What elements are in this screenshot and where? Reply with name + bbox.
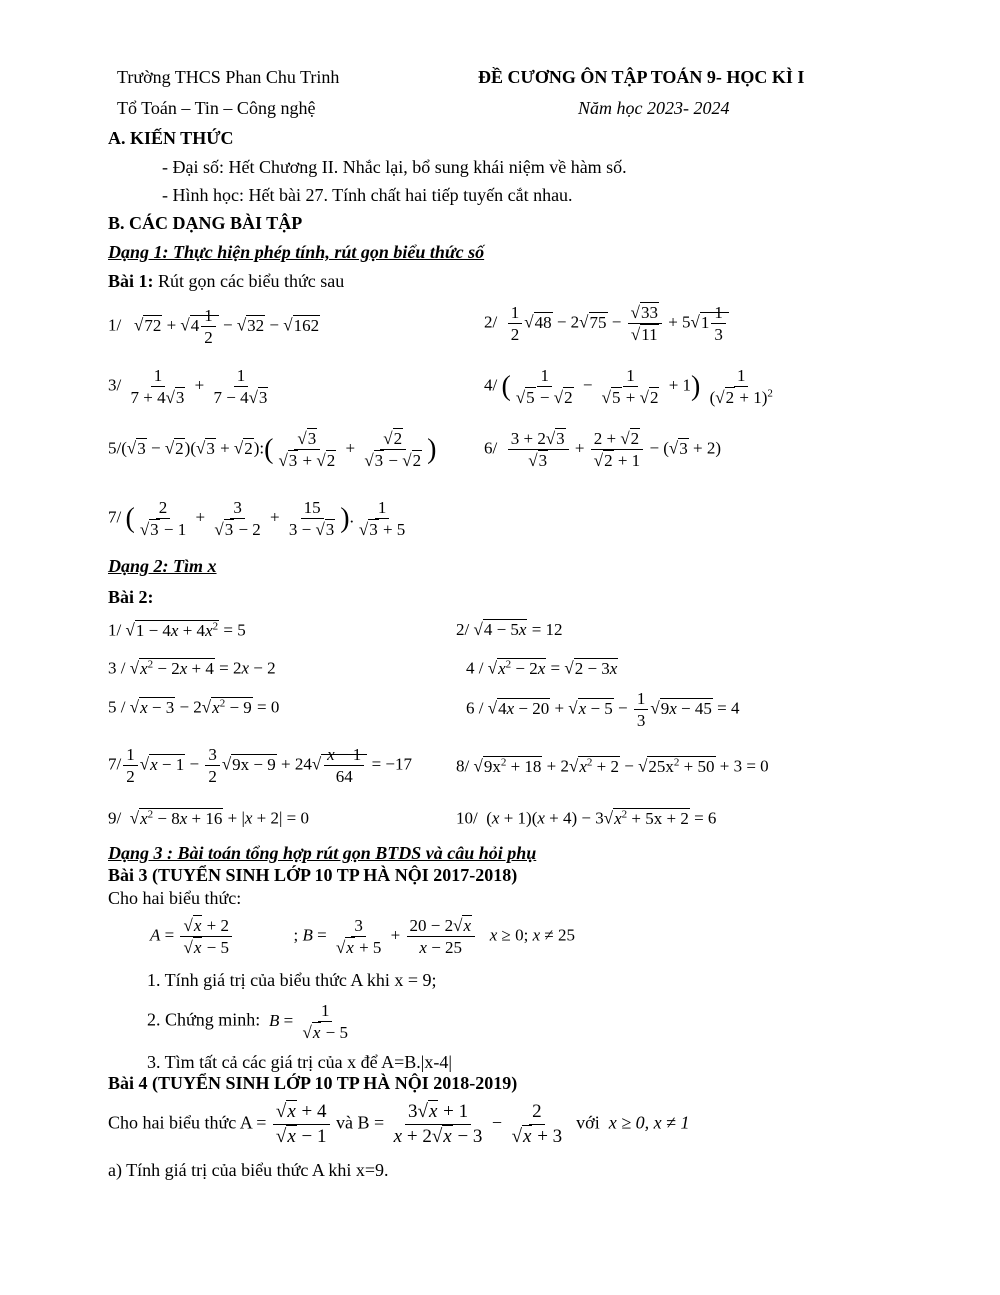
bai2-eq-6: 6 / √4x − 20 + √x − 5 − $\frac{1}{3}$ √9x − 45 = 4 xyxy=(466,689,740,731)
section-b-heading: B. CÁC DẠNG BÀI TẬP xyxy=(108,213,303,233)
bai2-eq-9: 9/ $√x^2 - 8x + 16 + |x + 2| = 0$ xyxy=(108,808,309,828)
section-a-geometry: - Hình học: Hết bài 27. Tính chất hai tiếp tuyến cắt nhau. xyxy=(162,185,573,205)
bai1-expr-1: 1/ √72 + √4 $\frac{1}{2}$ − √32 − √162 xyxy=(108,306,320,348)
bai4-question-a: a) Tính giá trị của biểu thức A khi x=9. xyxy=(108,1160,389,1180)
bai2-eq-10: 10/ $(x + 1)(x + 4) - 3√x^2 + 5x + 2 = 6$ xyxy=(456,808,717,828)
bai2-eq-3: $3 / √x^2 - 2x + 4 = 2x - 2$ xyxy=(108,658,276,678)
bai4-expressions: Cho hai biểu thức A = $\frac{√x + 4}{√x - 1}$ và B = $\frac{3√x + 1}{x + 2√x - 3}$ − $\frac{2}{√x + 3}$ với x ≥ 0, x ≠ 1 xyxy=(108,1101,690,1147)
bai1-expr-4: 4/ ( $\frac{1}{√5 - √2}$ − $\frac{1}{√5 + √2}$ + 1) $\frac{1}{(√2 + 1)^2}$ xyxy=(484,366,773,408)
bai2-eq-7: 7/ $\frac{1}{2}$ √x − 1 − $\frac{3}{2}$ √9x − 9 + 24√ $\frac{x - 1}{64}$ = −17 xyxy=(108,745,412,787)
bai1-expr-6: 6/ $\frac{3 + 2√3}{√3}$ + $\frac{2 + √2}{√2 + 1}$ − (√3 + 2) xyxy=(484,429,722,471)
bai1-expr-7: 7/ ( $\frac{2}{√3 - 1}$ + $\frac{3}{√3 - 2}$ + $\frac{15}{3 - √3}$ ). $\frac{1}{√3 + 5}$ xyxy=(108,498,406,540)
bai4-heading: Bài 4 (TUYỂN SINH LỚP 10 TP HÀ NỘI 2018-2019) xyxy=(108,1073,518,1093)
bai2-eq-1: 1/ $√1 - 4x + 4x^2 = 5$ xyxy=(108,620,246,640)
bai1-expr-5: 5/(√3 − √2)(√3 + √2):( $\frac{√3}{√3 + √2}$ + $\frac{√2}{√3 - √2}$ ) xyxy=(108,429,437,471)
bai3-question-2: 2. Chứng minh: B = $\frac{1}{√x - 5}$ xyxy=(147,1001,348,1043)
bai3-question-3: 3. Tìm tất cả các giá trị của x để A=B.|x-4| xyxy=(147,1052,452,1072)
school-year: Năm học 2023- 2024 xyxy=(578,98,730,118)
bai3-heading: Bài 3 (TUYỂN SINH LỚP 10 TP HÀ NỘI 2017-2018) xyxy=(108,865,518,885)
document-title: ĐỀ CƯƠNG ÔN TẬP TOÁN 9- HỌC KÌ I xyxy=(478,67,805,87)
bai2-eq-4: $4 / √x^2 - 2x = √2 - 3x$ xyxy=(466,658,618,678)
bai2-eq-5: $5 / √x - 3 - 2√x^2 - 9 = 0$ xyxy=(108,697,280,717)
bai3-question-1: 1. Tính giá trị của biểu thức A khi x = 9; xyxy=(147,970,437,990)
bai2-eq-8: 8/ $√9x^2 + 18 + 2√x^2 + 2 - √25x^2 + 50 + 3 = 0$ xyxy=(456,756,769,776)
dang3-heading: Dạng 3 : Bài toán tổng hợp rút gọn BTDS và câu hỏi phụ xyxy=(108,843,537,863)
bai3-expressions: A = $\frac{√x + 2}{√x - 5}$ ; B = $\frac{3}{√x + 5}$ + $\frac{20 - 2√x}{x - 25}$ x ≥ 0; x ≠ 25 xyxy=(150,916,575,958)
bai2-heading: Bài 2: xyxy=(108,587,154,607)
dang2-heading: Dạng 2: Tìm x xyxy=(108,556,217,576)
section-a-heading: A. KIẾN THỨC xyxy=(108,128,234,148)
dang1-heading: Dạng 1: Thực hiện phép tính, rút gọn biểu thức số xyxy=(108,242,485,262)
school-name: Trường THCS Phan Chu Trinh xyxy=(117,67,340,87)
bai1-expr-3: 3/ $\frac{1}{7 + 4√3}$ + $\frac{1}{7 - 4√3}$ xyxy=(108,366,268,408)
section-a-algebra: - Đại số: Hết Chương II. Nhắc lại, bổ sung khái niệm về hàm số. xyxy=(162,157,627,177)
department: Tổ Toán – Tin – Công nghệ xyxy=(117,98,316,118)
bai1-heading: Bài 1: Rút gọn các biểu thức sau xyxy=(108,271,345,291)
bai2-eq-2: 2/ √4 − 5x = 12 xyxy=(456,620,563,639)
bai1-expr-2: 2/ $\frac{1}{2}$ √48 − 2√75 − $\frac{√33}{√11}$ + 5√1 $\frac{1}{3}$ xyxy=(484,302,729,346)
bai3-intro: Cho hai biểu thức: xyxy=(108,888,242,908)
